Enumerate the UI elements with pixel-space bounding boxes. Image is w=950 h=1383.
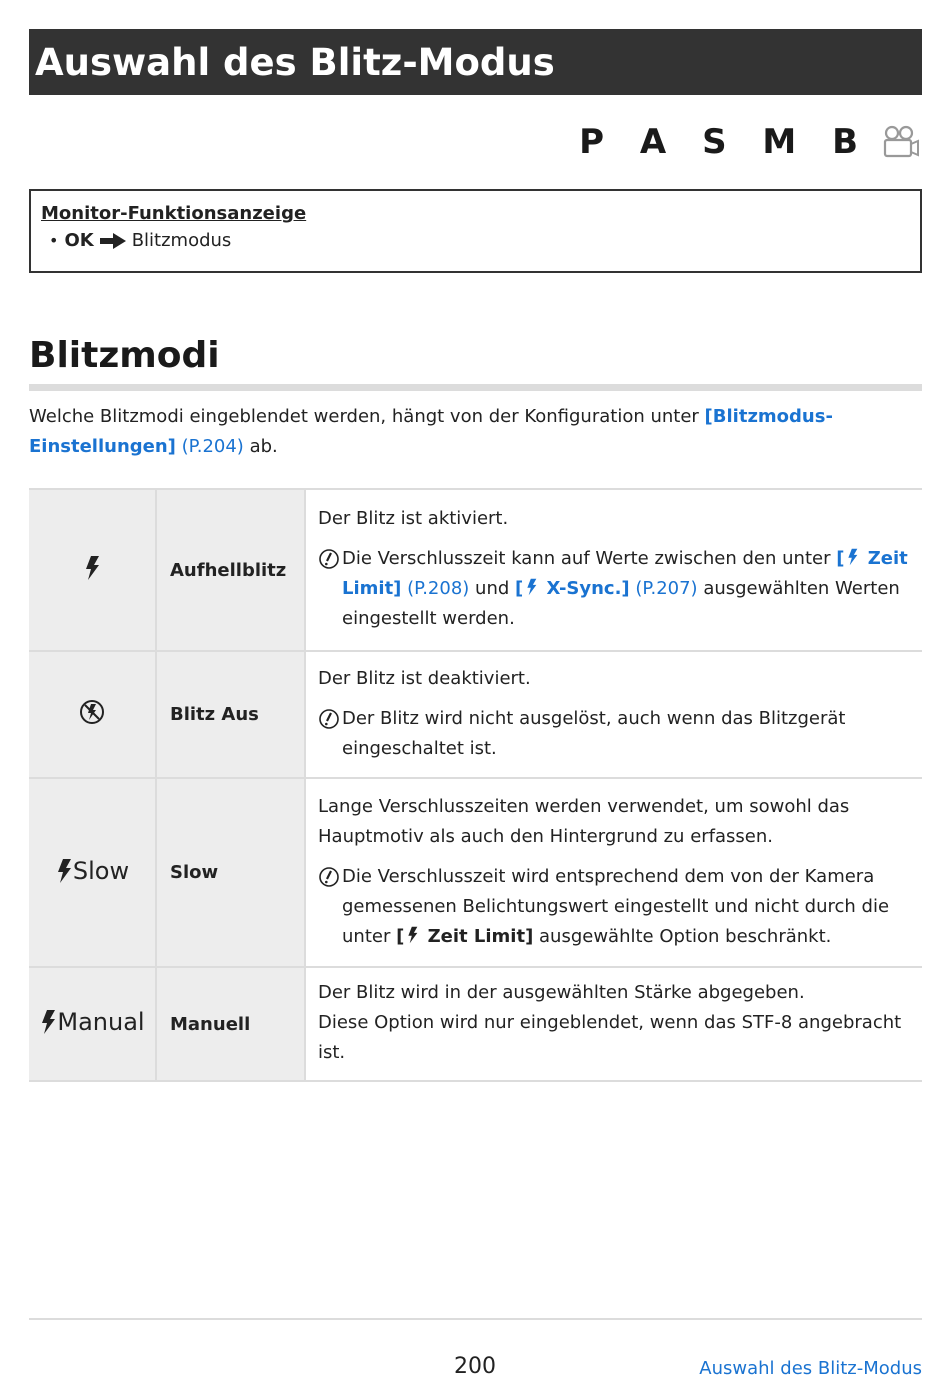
note-text: und <box>469 578 516 599</box>
monitor-title: Monitor-Funktionsanzeige <box>41 203 307 224</box>
flash-icon <box>39 1009 57 1035</box>
flash-off-icon <box>79 699 105 725</box>
note-text: Der Blitz wird nicht ausgelöst, auch wenn das Blitzgerät eingeschaltet ist. <box>342 707 846 759</box>
footer-divider <box>29 1318 922 1320</box>
mode-icon-cell <box>29 651 156 778</box>
mode-icon-cell <box>29 489 156 651</box>
flash-icon <box>83 555 101 581</box>
x-sync-label: X-Sync.] <box>546 578 630 599</box>
chapter-link[interactable]: Auswahl des Blitz-Modus <box>699 1358 922 1379</box>
flash-icon <box>846 548 859 566</box>
page-title: Auswahl des Blitz-Modus <box>35 40 555 84</box>
arrow-right-icon <box>100 233 126 249</box>
mode-name: Aufhellblitz <box>156 489 305 651</box>
note-icon <box>318 548 340 570</box>
zeit-limit-label: Zeit Limit] <box>342 548 908 599</box>
zeit-limit-link[interactable]: [ Zeit Limit] <box>342 548 908 599</box>
movie-camera-icon <box>880 124 920 160</box>
zeit-limit-ref: [ Zeit Limit] <box>396 925 534 947</box>
flash-icon <box>525 578 538 596</box>
intro-text: Welche Blitzmodi eingeblendet werden, hängt von der Konfiguration unter <box>29 406 705 427</box>
page-ref-link[interactable]: (P.208) <box>407 578 470 599</box>
table-row <box>29 651 922 778</box>
mode-icon-cell <box>29 967 156 1081</box>
description-text: Diese Option wird nur eingeblendet, wenn das STF-8 angebracht ist. <box>318 1012 902 1063</box>
note <box>318 862 912 952</box>
shooting-modes <box>579 122 920 162</box>
description-text: Der Blitz ist deaktiviert. <box>318 667 531 689</box>
note-icon <box>318 708 340 730</box>
mode-description <box>305 967 922 1081</box>
title-bar <box>29 29 922 95</box>
mode-name: Manuell <box>156 967 305 1081</box>
intro-text-end: ab. <box>243 436 278 457</box>
table-row <box>29 778 922 967</box>
table-row <box>29 489 922 651</box>
monitor-instruction <box>41 230 910 251</box>
mode-name: Blitz Aus <box>156 651 305 778</box>
ok-button-label: OK <box>64 230 94 251</box>
note-text: Die Verschlusszeit kann auf Werte zwischen den unter <box>342 548 837 569</box>
table-row <box>29 967 922 1081</box>
x-sync-link[interactable]: [ X-Sync.] <box>515 578 630 599</box>
note-text: ausgewählten Werten eingestellt werden. <box>342 578 900 629</box>
flash-icon <box>406 926 419 944</box>
zeit-limit-label: Zeit Limit] <box>427 925 534 947</box>
note-text: ausgewählte Option beschränkt. <box>533 925 832 947</box>
mode-description <box>305 489 922 651</box>
monitor-function-box <box>29 189 922 273</box>
description-text: Der Blitz wird in der ausgewählten Stärke abgegeben. <box>318 982 805 1003</box>
flash-manual-icon <box>39 1008 144 1036</box>
note-text: Die Verschlusszeit wird entsprechend dem von der Kamera gemessenen Belichtungswert eingestellt und nicht durch die unter <box>342 865 890 947</box>
note <box>318 704 912 764</box>
mode-description <box>305 778 922 967</box>
page-ref-link[interactable]: (P.204) <box>181 436 244 457</box>
page-ref-link[interactable]: (P.207) <box>635 578 698 599</box>
section-divider <box>29 384 922 391</box>
note <box>318 544 912 634</box>
flash-slow-label: Slow <box>72 856 130 885</box>
intro-paragraph <box>29 402 909 462</box>
bullet: • <box>49 231 59 250</box>
page-number: 200 <box>454 1354 496 1379</box>
mode-icon-cell <box>29 778 156 967</box>
flash-modes-table <box>29 488 922 1082</box>
section-title: Blitzmodi <box>29 335 220 376</box>
mode-name: Slow <box>156 778 305 967</box>
flash-slow-icon <box>55 857 129 885</box>
monitor-target: Blitzmodus <box>131 230 232 251</box>
flash-icon <box>55 858 73 884</box>
description-text: Der Blitz ist aktiviert. <box>318 508 509 529</box>
flash-manual-label: Manual <box>57 1008 145 1036</box>
description-text: Lange Verschlusszeiten werden verwendet, um sowohl das Hauptmotiv als auch den Hintergrund zu erfassen. <box>318 795 850 847</box>
flash-settings-link[interactable]: [Blitzmodus-Einstellungen] <box>29 406 833 457</box>
note-icon <box>318 866 340 888</box>
mode-letters: P A S M B <box>579 122 870 162</box>
mode-description <box>305 651 922 778</box>
